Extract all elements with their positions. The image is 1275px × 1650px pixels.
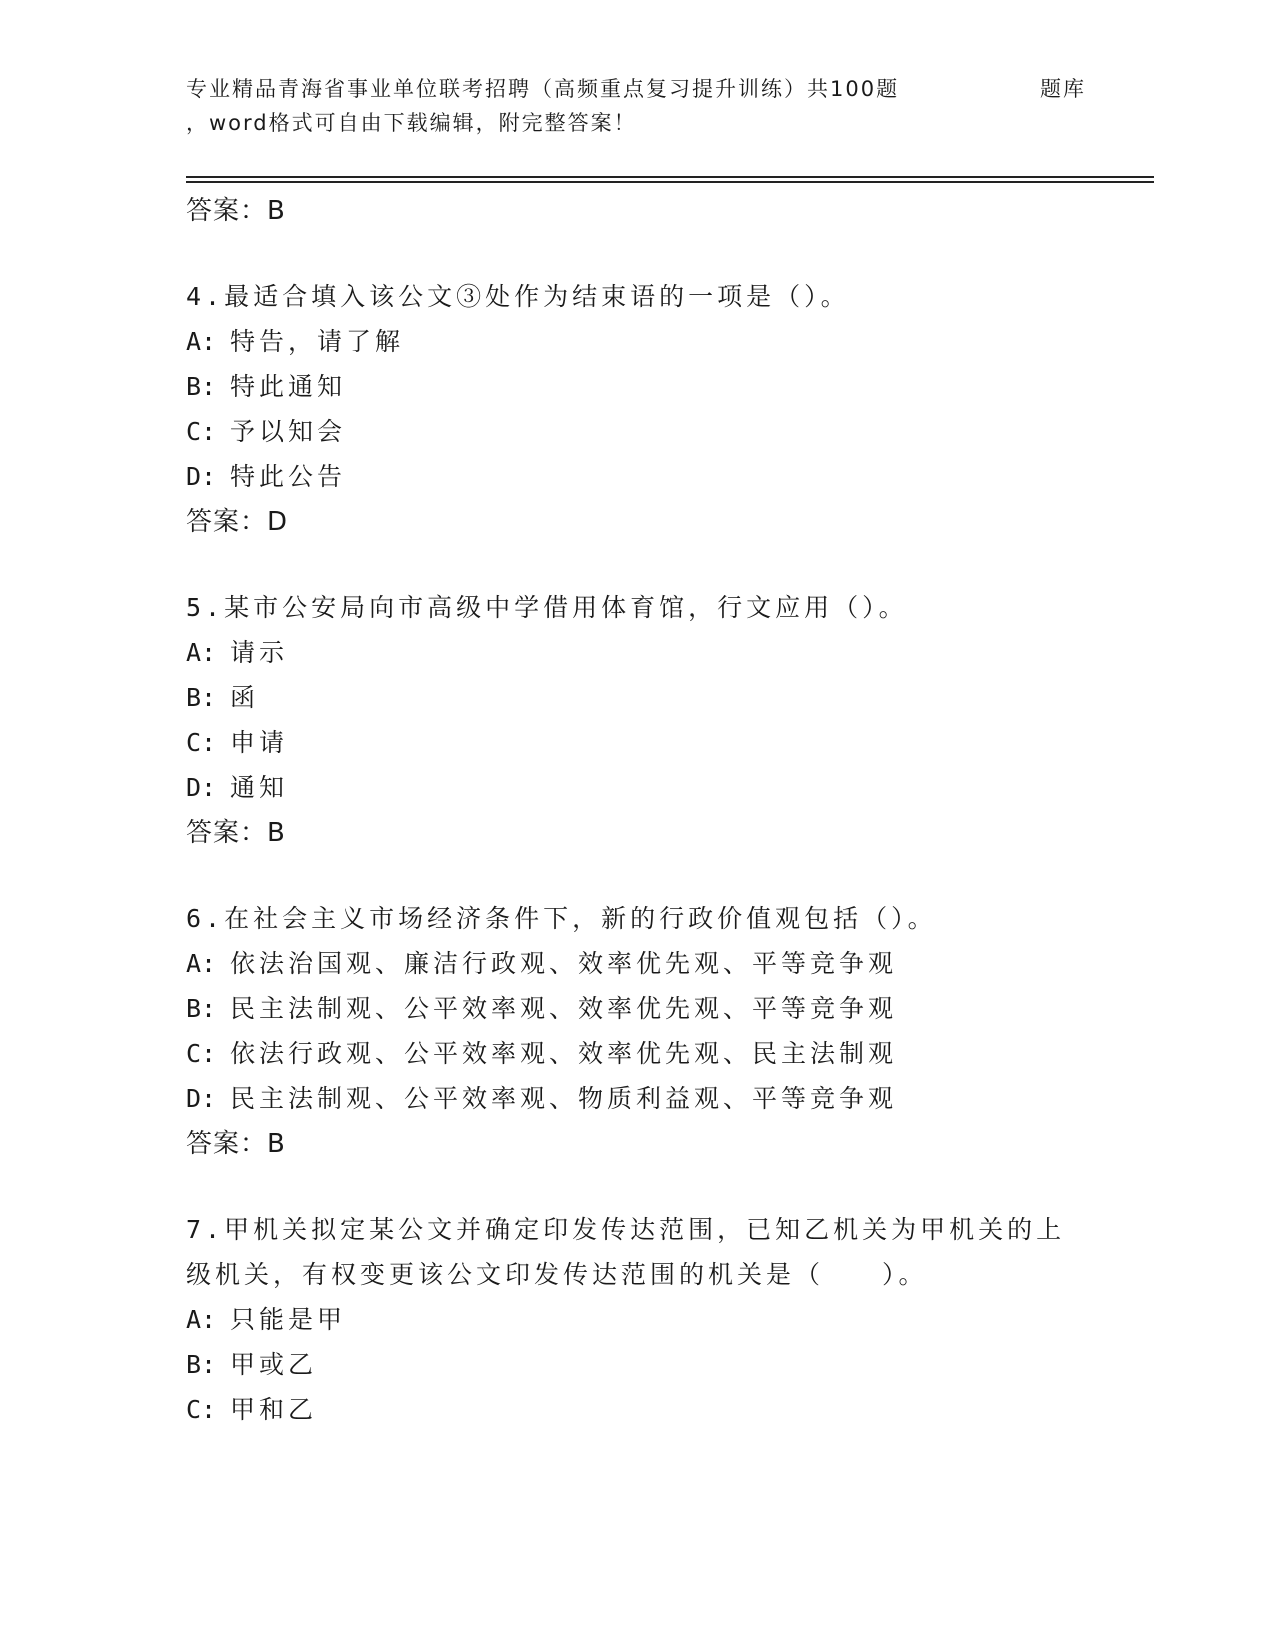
option-d — [186, 454, 1086, 499]
option-letter: C: — [186, 1039, 217, 1068]
option-d — [186, 1076, 1086, 1121]
option-c — [186, 1031, 1086, 1076]
option-letter: A: — [186, 638, 217, 667]
option-text: 民主法制观、公平效率观、效率优先观、平等竞争观 — [230, 994, 898, 1023]
option-text: 特此通知 — [230, 372, 347, 401]
option-letter: B: — [186, 683, 217, 712]
option-b — [186, 1342, 1086, 1387]
header-rule-bottom — [186, 181, 1154, 183]
question-6 — [186, 896, 1086, 1167]
option-d — [186, 765, 1086, 810]
previous-answer: 答案：B — [186, 196, 286, 226]
option-a — [186, 941, 1086, 986]
document-body — [186, 188, 1086, 1432]
option-letter: D: — [186, 462, 217, 491]
option-text: 依法治国观、廉洁行政观、效率优先观、平等竞争观 — [230, 949, 898, 978]
option-letter: A: — [186, 1305, 217, 1334]
answer: 答案：B — [186, 818, 286, 848]
option-text: 甲或乙 — [230, 1350, 318, 1379]
option-letter: D: — [186, 773, 217, 802]
option-text: 甲和乙 — [230, 1395, 318, 1424]
option-letter: C: — [186, 417, 217, 446]
answer: 答案：D — [186, 507, 289, 537]
option-a — [186, 319, 1086, 364]
question-text: 5.某市公安局向市高级中学借用体育馆，行文应用（）。 — [186, 593, 908, 622]
question-text-line-1: 7.甲机关拟定某公文并确定印发传达范围，已知乙机关为甲机关的上 — [186, 1215, 1066, 1244]
option-c — [186, 720, 1086, 765]
option-letter: C: — [186, 1395, 217, 1424]
option-text: 请示 — [230, 638, 289, 667]
option-text: 予以知会 — [230, 417, 347, 446]
option-text: 民主法制观、公平效率观、物质利益观、平等竞争观 — [230, 1084, 898, 1113]
header-title: 专业精品青海省事业单位联考招聘（高频重点复习提升训练）共100题 — [186, 77, 900, 101]
option-a — [186, 630, 1086, 675]
option-b — [186, 364, 1086, 409]
option-letter: B: — [186, 994, 217, 1023]
option-letter: D: — [186, 1084, 217, 1113]
option-letter: B: — [186, 372, 217, 401]
page-header — [186, 72, 1086, 140]
question-4 — [186, 274, 1086, 545]
option-text: 函 — [230, 683, 260, 712]
option-text: 依法行政观、公平效率观、效率优先观、民主法制观 — [230, 1039, 898, 1068]
option-letter: A: — [186, 327, 217, 356]
option-text: 特告，请了解 — [230, 327, 405, 356]
option-letter: A: — [186, 949, 217, 978]
option-c — [186, 1387, 1086, 1432]
option-c — [186, 409, 1086, 454]
question-7 — [186, 1207, 1086, 1432]
option-text: 只能是甲 — [230, 1305, 347, 1334]
option-text: 特此公告 — [230, 462, 347, 491]
option-b — [186, 986, 1086, 1031]
header-rule-top — [186, 176, 1154, 178]
option-text: 通知 — [230, 773, 289, 802]
question-text: 4.最适合填入该公文③处作为结束语的一项是（）。 — [186, 282, 850, 311]
question-text: 6.在社会主义市场经济条件下，新的行政价值观包括（）。 — [186, 904, 937, 933]
answer: 答案：B — [186, 1129, 286, 1159]
header-subtitle: ，word格式可自由下载编辑，附完整答案！ — [186, 111, 637, 135]
header-line-1 — [186, 72, 1086, 106]
option-text: 申请 — [230, 728, 289, 757]
option-letter: C: — [186, 728, 217, 757]
header-tag: 题库 — [1040, 77, 1086, 101]
option-b — [186, 675, 1086, 720]
question-5 — [186, 585, 1086, 856]
question-text-line-2: 级机关，有权变更该公文印发传达范围的机关是（ ）。 — [186, 1260, 928, 1289]
option-letter: B: — [186, 1350, 217, 1379]
option-a — [186, 1297, 1086, 1342]
